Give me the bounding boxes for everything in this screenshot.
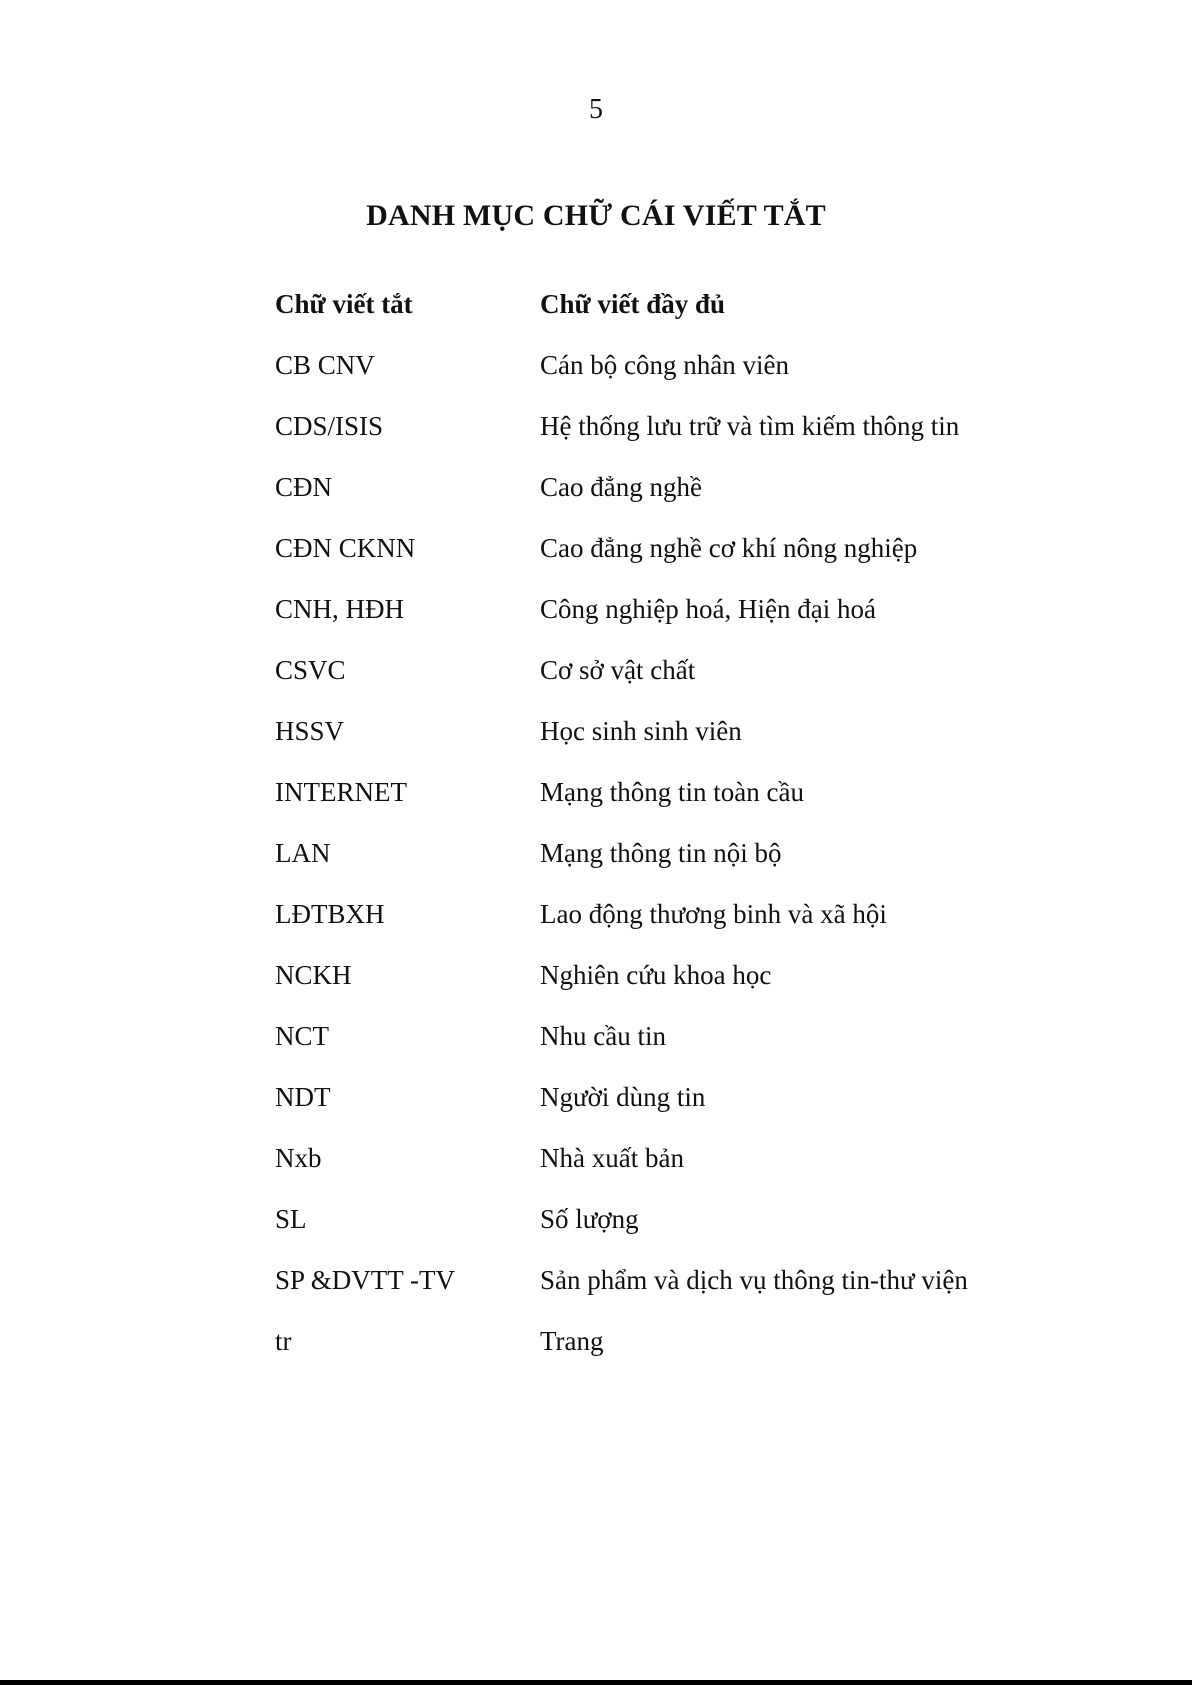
full-text-cell: Trang: [540, 1326, 604, 1356]
full-text-cell: Học sinh sinh viên: [540, 716, 742, 746]
abbreviation-cell: SP &DVTT -TV: [275, 1265, 456, 1295]
abbreviation-cell: CDS/ISIS: [275, 411, 384, 441]
table-row: [275, 762, 1035, 823]
table-row: [275, 457, 1035, 518]
abbreviation-cell: CNH, HĐH: [275, 594, 405, 624]
abbreviation-cell: INTERNET: [275, 777, 407, 807]
full-text-cell: Cơ sở vật chất: [540, 655, 696, 685]
table-row: [275, 701, 1035, 762]
page-bottom-rule: [0, 1680, 1192, 1685]
table-header-row: [275, 274, 1035, 335]
table-row: [275, 884, 1035, 945]
full-text-cell: Cao đẳng nghề: [540, 472, 702, 502]
page-number: 5: [589, 94, 603, 125]
table-row: [275, 518, 1035, 579]
column-header-abbreviation: Chữ viết tắt: [275, 289, 413, 319]
abbreviation-cell: CĐN CKNN: [275, 533, 416, 563]
full-text-cell: Nhà xuất bản: [540, 1143, 684, 1173]
abbreviation-cell: NDT: [275, 1082, 331, 1112]
full-text-cell: Mạng thông tin toàn cầu: [540, 777, 804, 807]
table-row: [275, 945, 1035, 1006]
abbreviation-table: [275, 274, 1035, 1372]
full-text-cell: Sản phẩm và dịch vụ thông tin-thư viện: [540, 1265, 968, 1295]
full-text-cell: Người dùng tin: [540, 1082, 706, 1112]
table-row: [275, 335, 1035, 396]
abbreviation-cell: HSSV: [275, 716, 345, 746]
column-header-full-text: Chữ viết đầy đủ: [540, 289, 725, 319]
full-text-cell: Công nghiệp hoá, Hiện đại hoá: [540, 594, 876, 624]
table-row: [275, 579, 1035, 640]
abbreviation-cell: tr: [275, 1326, 292, 1356]
table-row: [275, 1250, 1035, 1311]
page-title: DANH MỤC CHỮ CÁI VIẾT TẮT: [366, 199, 826, 232]
full-text-cell: Nghiên cứu khoa học: [540, 960, 772, 990]
full-text-cell: Cán bộ công nhân viên: [540, 350, 789, 380]
abbreviation-cell: CSVC: [275, 655, 346, 685]
abbreviation-cell: LĐTBXH: [275, 899, 385, 929]
full-text-cell: Số lượng: [540, 1204, 639, 1234]
full-text-cell: Cao đẳng nghề cơ khí nông nghiệp: [540, 533, 918, 563]
full-text-cell: Nhu cầu tin: [540, 1021, 666, 1051]
abbreviation-cell: LAN: [275, 838, 331, 868]
abbreviation-cell: CB CNV: [275, 350, 375, 380]
table-row: [275, 1128, 1035, 1189]
table-row: [275, 396, 1035, 457]
abbreviation-cell: NCT: [275, 1021, 329, 1051]
table-row: [275, 1311, 1035, 1372]
table-row: [275, 1189, 1035, 1250]
full-text-cell: Mạng thông tin nội bộ: [540, 838, 782, 868]
table-body: [275, 335, 1035, 1372]
abbreviation-cell: Nxb: [275, 1143, 322, 1173]
table-row: [275, 640, 1035, 701]
full-text-cell: Hệ thống lưu trữ và tìm kiếm thông tin: [540, 411, 960, 441]
table-row: [275, 1067, 1035, 1128]
table-row: [275, 823, 1035, 884]
abbreviation-cell: SL: [275, 1204, 307, 1234]
abbreviation-cell: NCKH: [275, 960, 352, 990]
full-text-cell: Lao động thương binh và xã hội: [540, 899, 887, 929]
table-row: [275, 1006, 1035, 1067]
abbreviation-cell: CĐN: [275, 472, 333, 502]
